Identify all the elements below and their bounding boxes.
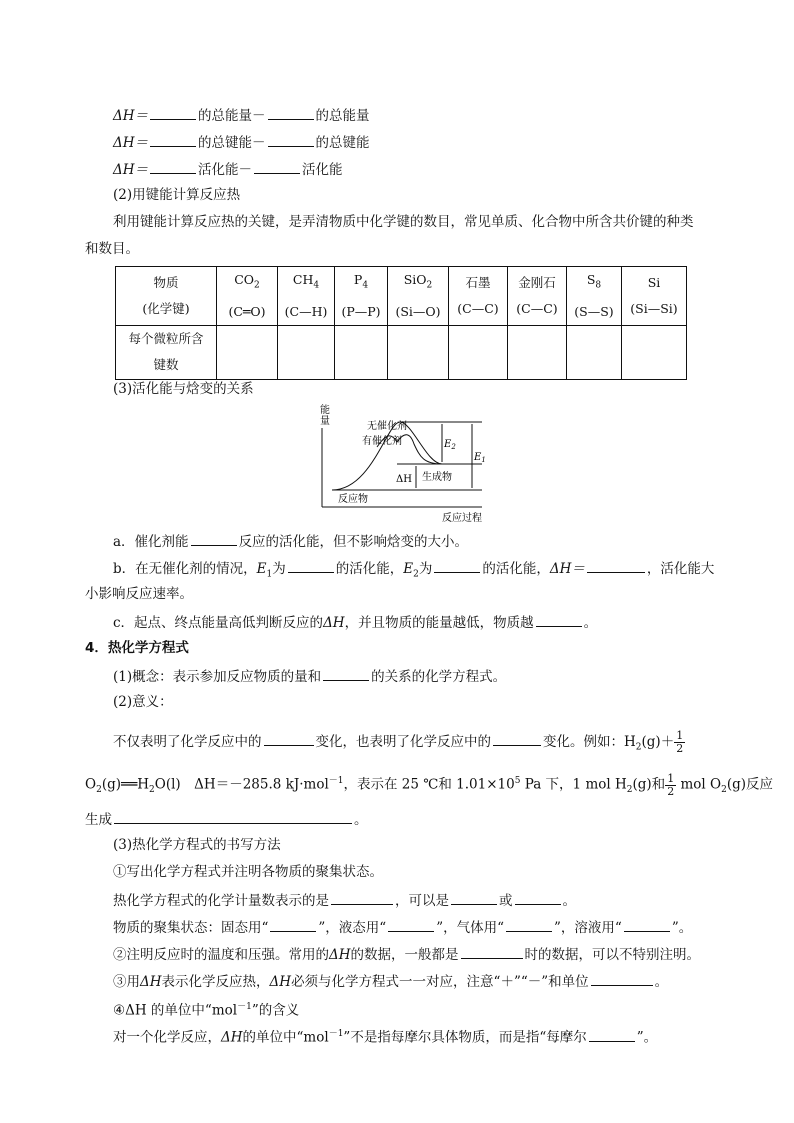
- fraction-half: $\frac{1}{2}$: [667, 771, 675, 798]
- s2-p2: 和数目。: [85, 241, 139, 257]
- blank[interactable]: [451, 890, 497, 905]
- s2-title: (2)用键能计算反应热: [113, 187, 241, 203]
- s4-p7: ①写出化学方程式并注明各物质的聚集状态。: [113, 864, 383, 880]
- x-axis-label: 反应过程: [442, 513, 482, 524]
- s4-p1: (1)概念：表示参加反应物质的量和 的关系的化学方程式。: [113, 666, 506, 686]
- blank[interactable]: [589, 1027, 635, 1042]
- blank[interactable]: [624, 917, 670, 932]
- table-cell: $CO_2$ (C═O): [217, 267, 278, 326]
- y-axis-label-1: 能: [320, 405, 330, 416]
- blank[interactable]: [264, 731, 314, 746]
- e2-label: $E_2$: [444, 439, 456, 451]
- s3-c: c．起点、终点能量高低判断反应的ΔH，并且物质的能量越低，物质越 。: [113, 612, 597, 632]
- table-row-label: 每个微粒所含 键数: [116, 325, 217, 379]
- table-cell: $CH_4$ (C—H): [278, 267, 335, 326]
- table-cell-empty[interactable]: [622, 325, 687, 379]
- dh-label: ΔH: [396, 474, 412, 485]
- table-cell-empty[interactable]: [278, 325, 335, 379]
- table-cell-empty[interactable]: [449, 325, 508, 379]
- blank[interactable]: [150, 105, 196, 120]
- s4-p9: 物质的聚集状态：固态用“ ”，液态用“ ”，气体用“ ”，溶液用“ ”。: [113, 917, 692, 937]
- blank[interactable]: [506, 917, 552, 932]
- s4-p2: (2)意义：: [113, 694, 173, 710]
- fraction-half: $\frac{1}{2}$: [676, 729, 684, 755]
- table-cell-empty[interactable]: [335, 325, 388, 379]
- table-cell-empty[interactable]: [508, 325, 567, 379]
- table-cell-empty[interactable]: [567, 325, 622, 379]
- blank[interactable]: [461, 944, 523, 959]
- blank[interactable]: [434, 558, 480, 573]
- table-cell-empty[interactable]: [388, 325, 449, 379]
- reactant-label: 反应物: [338, 494, 368, 505]
- s4-p8: 热化学方程式的化学计量数表示的是 ，可以是 或 。: [113, 890, 576, 910]
- table-cell: 石墨 (C—C): [449, 267, 508, 326]
- blank[interactable]: [191, 531, 237, 546]
- s4-p4: $O_2(g)══H_2O(l)$ ΔH＝－285.8 kJ·mol$^{-1}$，表示在 25 ℃和 $1.01\times 10^5$ Pa 下，1 mol $H_2(g)$和 $\frac{1}{2}$ mol $O_2(g)$反应: [85, 771, 774, 798]
- table-cell: $S_8$ (S—S): [567, 267, 622, 326]
- blank[interactable]: [331, 890, 393, 905]
- table-row: [116, 267, 687, 326]
- blank[interactable]: [150, 132, 196, 147]
- energy-diagram: [312, 402, 502, 524]
- uncat-label: 无催化剂: [367, 421, 407, 432]
- bond-table: [115, 266, 687, 380]
- table-cell: $P_4$ (P—P): [335, 267, 388, 326]
- s4-p13: 对一个化学反应，ΔH的单位中“mol$^{-1}$”不是指每摩尔具体物质，而是指“每摩尔 ”。: [113, 1025, 657, 1047]
- table-cell-empty[interactable]: [217, 325, 278, 379]
- s3-b: b．在无催化剂的情况，$E_1$为 的活化能，$E_2$为 的活化能，ΔH＝ ，活化能大: [113, 558, 714, 584]
- table-cell: SiO$_2$ (Si—O): [388, 267, 449, 326]
- s3-b2: 小影响反应速率。: [85, 586, 193, 602]
- blank[interactable]: [268, 105, 314, 120]
- s3-title: (3)活化能与焓变的关系: [113, 381, 254, 397]
- blank[interactable]: [114, 809, 352, 824]
- blank[interactable]: [515, 890, 561, 905]
- table-header-label: 物质 (化学键): [116, 267, 217, 326]
- table-cell: 金刚石 (C—C): [508, 267, 567, 326]
- table-row: [116, 325, 687, 379]
- blank[interactable]: [268, 132, 314, 147]
- blank[interactable]: [388, 917, 434, 932]
- blank[interactable]: [536, 612, 582, 627]
- s4-title: 4．热化学方程式: [85, 640, 189, 656]
- blank[interactable]: [591, 971, 653, 986]
- e1-label: $E_1$: [474, 452, 486, 464]
- s4-p10: ②注明反应时的温度和压强。常用的ΔH的数据，一般都是 时的数据，可以不特别注明。: [113, 944, 700, 964]
- blank[interactable]: [254, 159, 300, 174]
- product-label: 生成物: [422, 472, 452, 483]
- blank[interactable]: [323, 666, 369, 681]
- blank[interactable]: [150, 159, 196, 174]
- table-cell: Si (Si—Si): [622, 267, 687, 326]
- s3-a: a．催化剂能 反应的活化能，但不影响焓变的大小。: [113, 531, 468, 551]
- s4-p6: (3)热化学方程式的书写方法: [113, 837, 281, 853]
- dh-line-2: ΔH＝ 的总键能－ 的总键能: [113, 132, 370, 152]
- blank[interactable]: [587, 558, 645, 573]
- y-axis-label-2: 量: [320, 416, 330, 427]
- blank[interactable]: [288, 558, 334, 573]
- s4-p12: ④ΔH 的单位中“mol$^{-1}$”的含义: [113, 1002, 300, 1019]
- cat-label: 有催化剂: [362, 436, 402, 447]
- blank[interactable]: [270, 917, 316, 932]
- blank[interactable]: [493, 731, 541, 746]
- s4-p5: 生成 。: [85, 809, 368, 829]
- s2-p1: 利用键能计算反应热的关键，是弄清物质中化学键的数目，常见单质、化合物中所含共价键的种类: [113, 214, 694, 230]
- dh-line-1: ΔH＝ 的总能量－ 的总能量: [113, 105, 370, 125]
- dh-line-3: ΔH＝ 活化能－ 活化能: [113, 159, 343, 179]
- s4-p3: 不仅表明了化学反应中的 变化，也表明了化学反应中的 变化。例如：$H_2(g)+$ $\frac{1}{2}$: [113, 729, 684, 755]
- s4-p11: ③用ΔH表示化学反应热，ΔH必须与化学方程式一一对应，注意“＋”“－”和单位 。: [113, 971, 668, 991]
